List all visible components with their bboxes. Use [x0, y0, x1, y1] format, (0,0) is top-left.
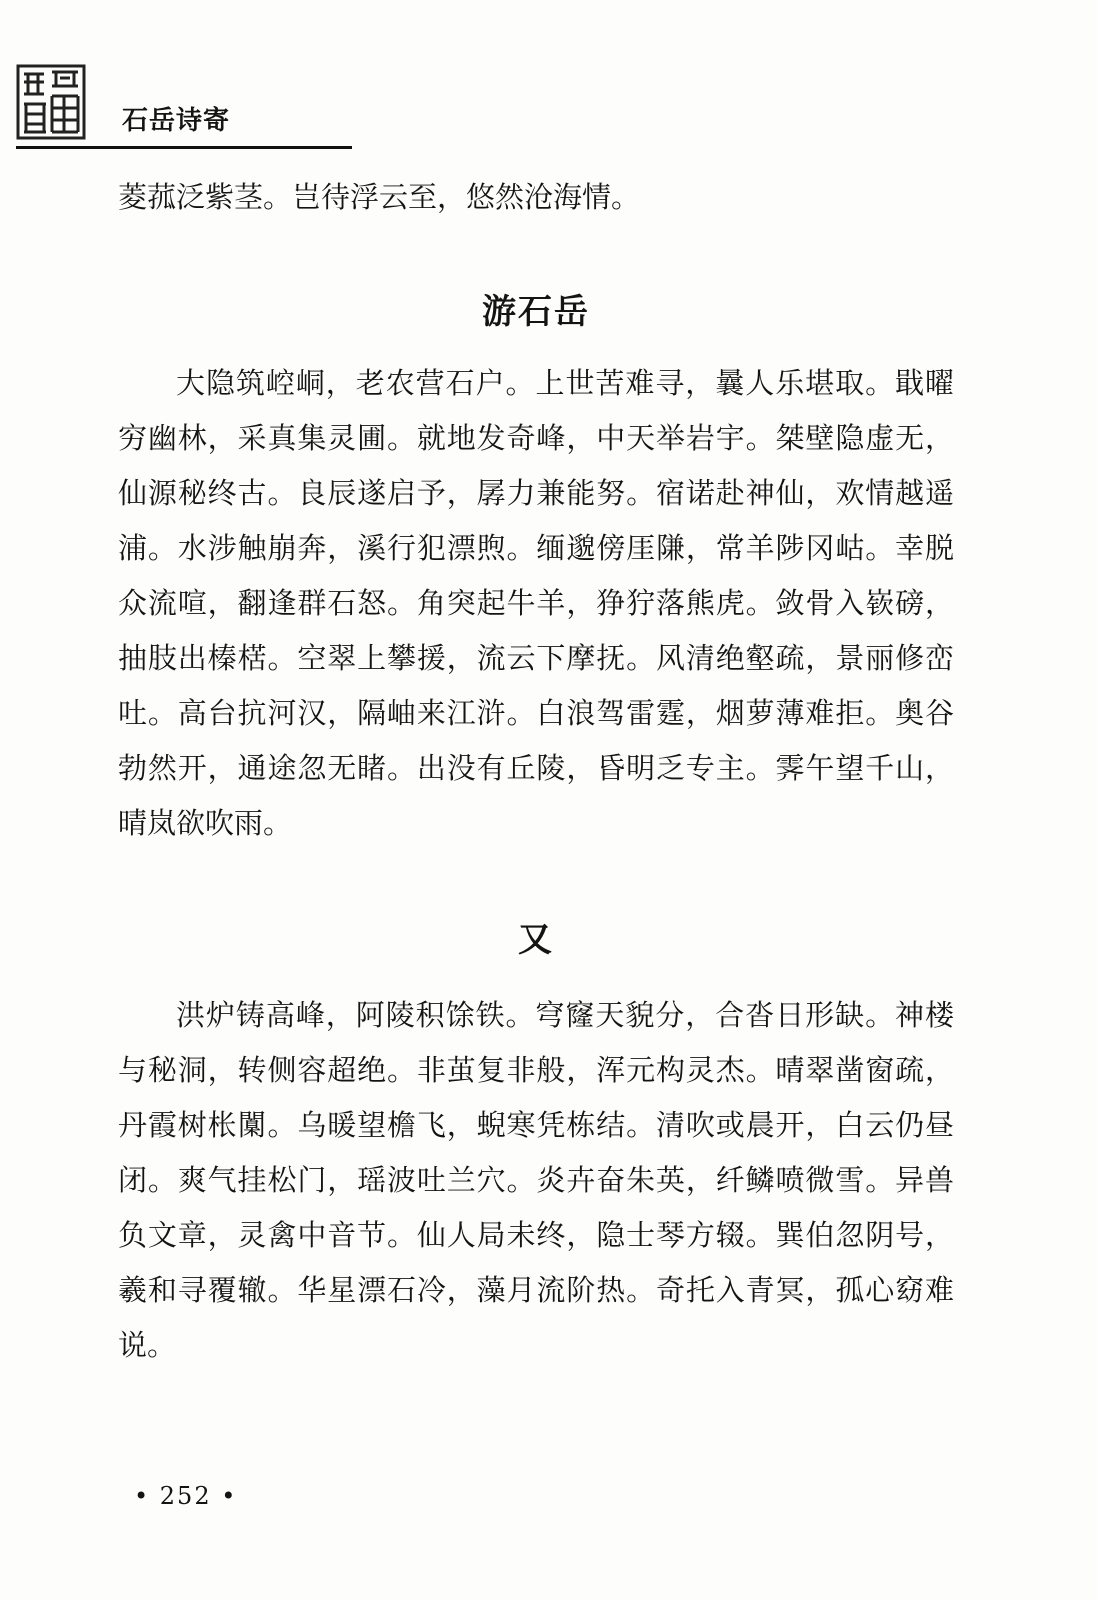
- poem-title-you: 又: [518, 920, 554, 960]
- poem-body-you: 洪炉铸高峰，阿陵积馀铁。穹窿天貌分，合沓日形缺。神楼与秘洞，转侧容超绝。非茧复非般，浑元构灵杰。晴翠凿窗疏，丹霞树枨闑。乌暖望檐飞，蜺寒凭栋结。清吹或晨开，白云仍昼闭。爽气挂松门，瑶波吐兰穴。炎卉奋朱英，纤鳞喷微雪。异兽负文章，灵禽中音节。仙人局未终，隐士琴方辍。巽伯忽阴号，羲和寻覆辙。华星漂石冷，藻月流阶热。奇托入青冥，孤心窈难说。: [118, 998, 954, 1362]
- page-number: • 252 •: [134, 1482, 238, 1510]
- book-title: 石岳诗寄: [122, 106, 231, 136]
- continuation-text: 菱菰泛紫茎。岂待浮云至，悠然沧海情。: [118, 180, 641, 214]
- poem-title-you-shiyue: 游石岳: [482, 292, 590, 332]
- poem-body-you-shiyue: 大隐筑崆峒，老农营石户。上世苦难寻，曩人乐堪取。戢曜穷幽林，采真集灵圃。就地发奇峰，中天举岩宇。桀壁隐虚无，仙源秘终古。良辰遂启予，孱力兼能努。宿诺赴神仙，欢情越遥浦。水涉触崩奔，溪行犯漂煦。缅邈傍厓隒，常羊陟冈岵。幸脱众流喧，翻逢群石怒。角突起牛羊，狰狞落熊虎。敛骨入嵚磅，抽肢出榛楛。空翠上攀援，流云下摩抚。风清绝壑疏，景丽修峦吐。高台抗河汉，隔岫来江浒。白浪驾雷霆，烟萝薄难拒。奥谷勃然开，通途忽无睹。出没有丘陵，昏明乏专主。霁午望千山，晴岚欲吹雨。: [118, 366, 954, 840]
- seal-stamp-icon: [16, 64, 86, 140]
- header-rule: [16, 146, 352, 149]
